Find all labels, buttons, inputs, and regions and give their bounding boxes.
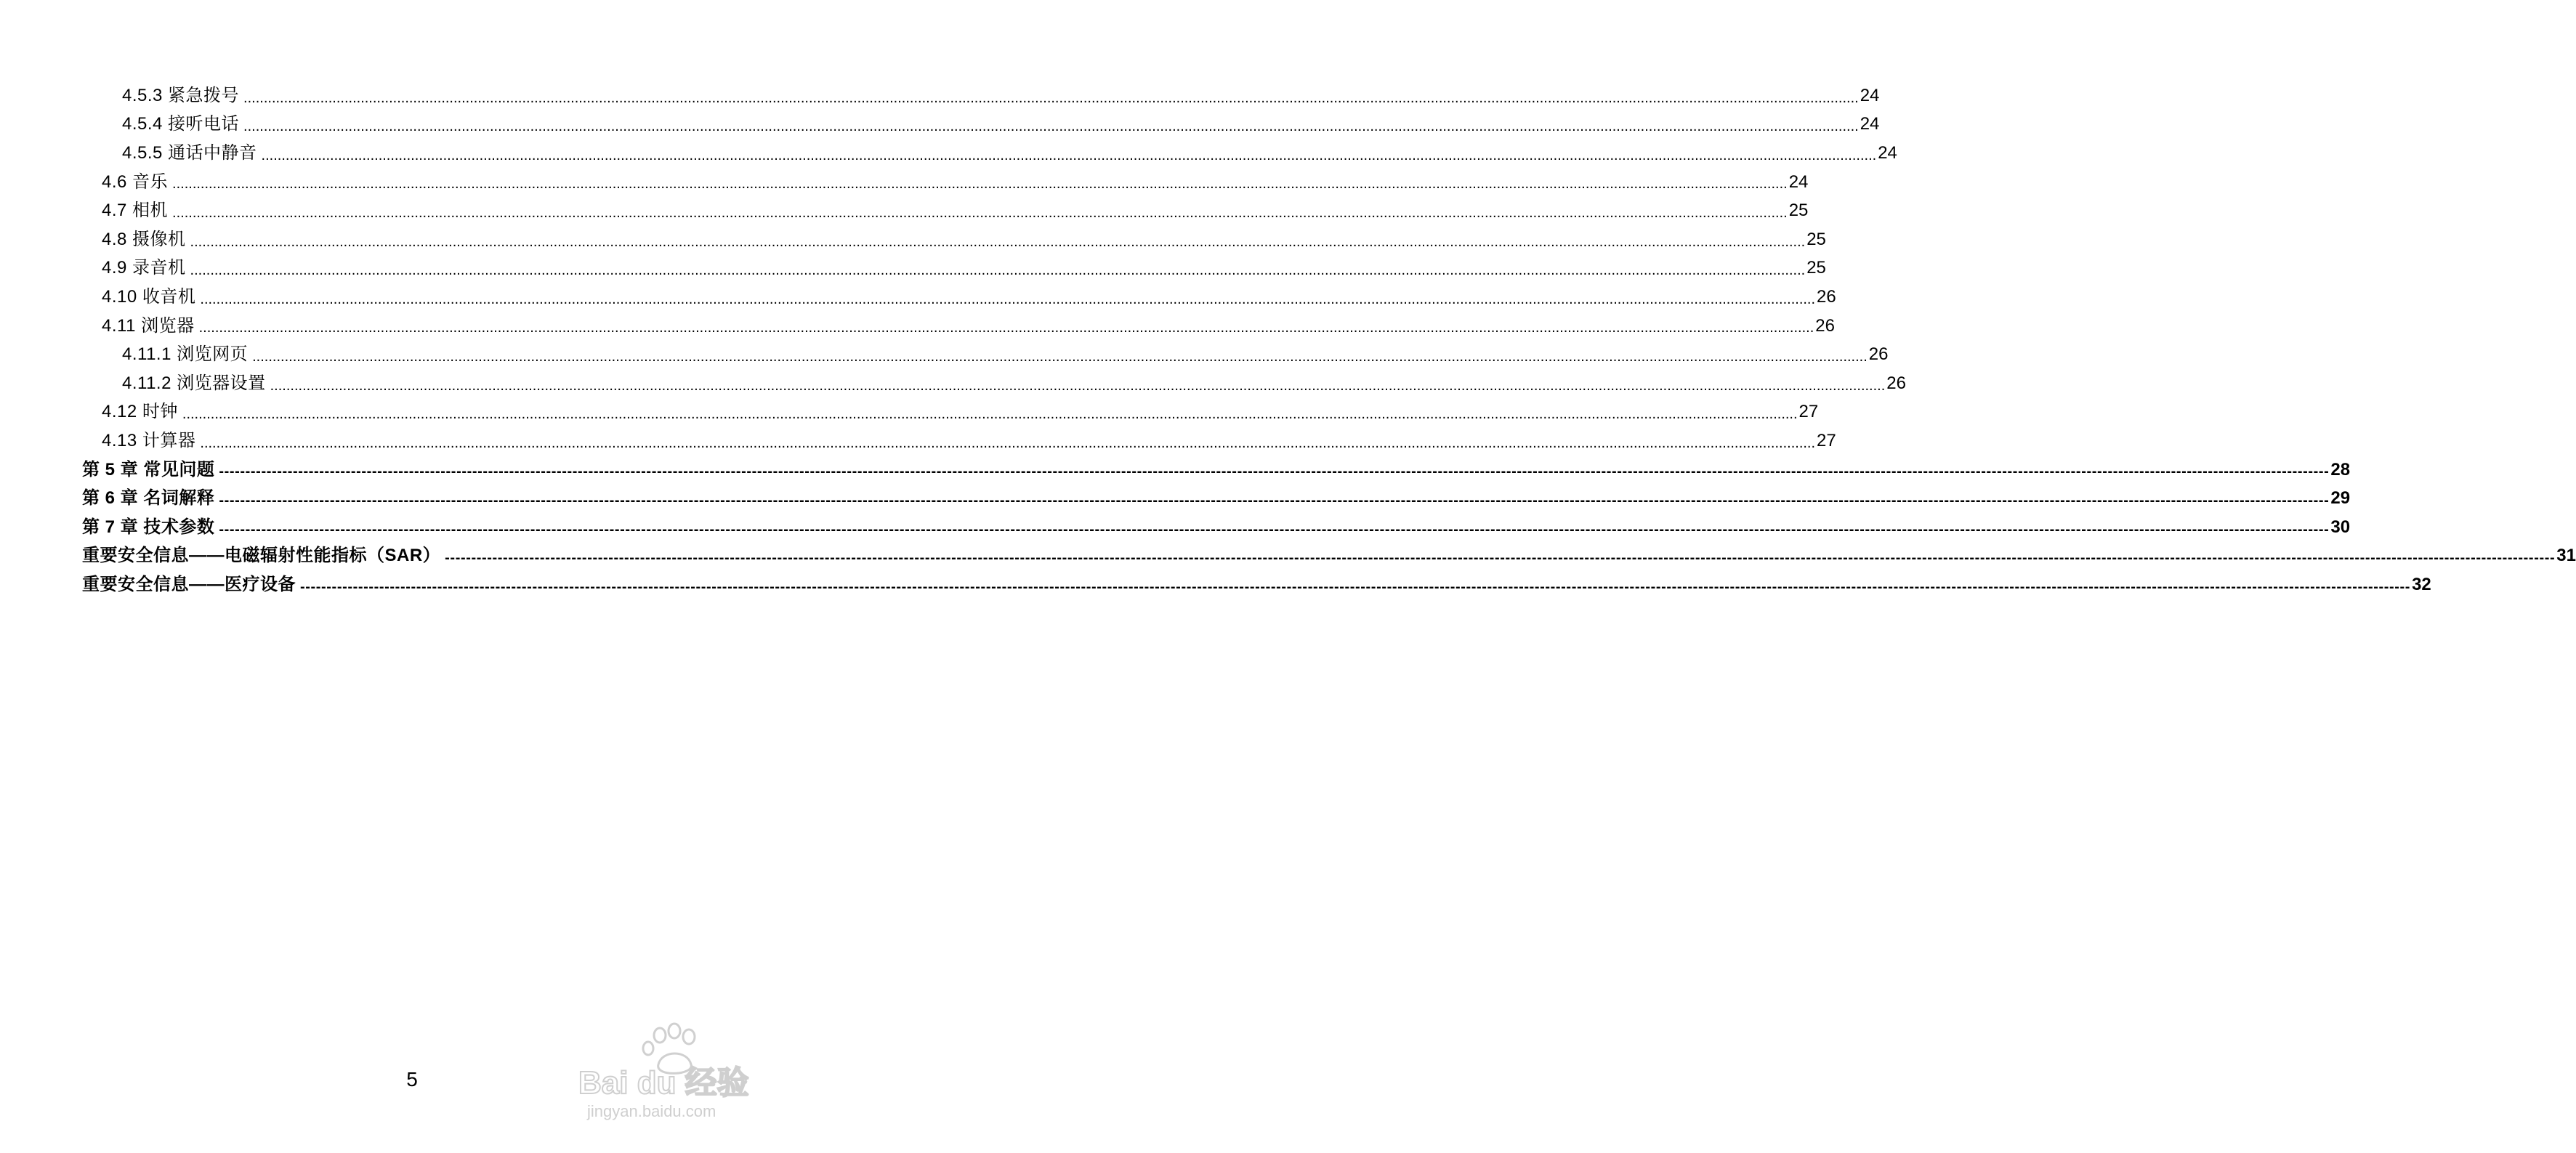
paw-toe-icon [654,1028,666,1043]
toc-entry-page: 24 [1788,171,1809,192]
toc-entry-page: 26 [1886,373,1906,393]
toc-entry-page: 26 [1815,315,1835,336]
toc-leader: ---------------------------------------------------------------------------------------------------------------------------------------------------------------------------------------------------------------------------------------------------------------------------------------------------------------------------------------------------------------------------------------------------------------- [219,464,2330,480]
toc-entry[interactable] [0,570,2431,599]
toc-leader: ................................................................................................................................................................................................................................................................................................................................................................................................................ [252,348,1868,365]
toc-entry[interactable] [0,168,1809,197]
toc-leader: ................................................................................................................................................................................................................................................................................................................................................................................................................ [200,434,1816,451]
toc-entry-page: 28 [2330,459,2351,480]
toc-entry-page: 27 [1817,430,1836,450]
toc-entry-title: 4.5.5 通话中静音 [122,142,257,163]
toc-entry[interactable] [0,340,1889,369]
toc-leader: ---------------------------------------------------------------------------------------------------------------------------------------------------------------------------------------------------------------------------------------------------------------------------------------------------------------------------------------------------------------------------------------------------------------- [445,550,2556,567]
toc-leader: ................................................................................................................................................................................................................................................................................................................................................................................................................ [190,233,1806,250]
toc-leader: ................................................................................................................................................................................................................................................................................................................................................................................................................ [172,176,1788,193]
page-number: 5 [406,1068,418,1091]
watermark-brand: Bai du 经验 [578,1065,749,1101]
toc-entry[interactable] [0,139,1897,168]
toc-leader: ---------------------------------------------------------------------------------------------------------------------------------------------------------------------------------------------------------------------------------------------------------------------------------------------------------------------------------------------------------------------------------------------------------------- [300,578,2411,595]
toc-entry-title: 4.5.4 接听电话 [122,114,240,134]
toc-entry-title: 4.5.3 紧急拨号 [122,85,240,105]
toc-entry-page: 25 [1788,201,1809,221]
toc-entry[interactable] [0,484,2351,513]
toc-leader: ................................................................................................................................................................................................................................................................................................................................................................................................................ [198,320,1814,336]
toc-entry-title: 4.8 摄像机 [102,229,186,249]
toc-entry[interactable] [0,283,1836,312]
toc-leader: ................................................................................................................................................................................................................................................................................................................................................................................................................ [243,89,1859,106]
paw-toe-icon [683,1029,695,1044]
toc-entry-title: 第 5 章 常见问题 [82,459,215,480]
toc-entry-page: 27 [1798,402,1819,422]
toc-entry[interactable] [0,254,1826,283]
toc-entry-page: 24 [1878,142,1897,163]
toc-entry-page: 29 [2330,488,2351,509]
table-of-contents [0,81,2576,599]
paw-toe-icon [669,1024,680,1038]
toc-entry[interactable] [0,225,1826,254]
toc-entry[interactable] [0,369,1906,398]
toc-entry-title: 重要安全信息——医疗设备 [82,574,296,594]
toc-leader: ................................................................................................................................................................................................................................................................................................................................................................................................................ [200,291,1816,307]
toc-leader: ................................................................................................................................................................................................................................................................................................................................................................................................................ [270,377,1886,394]
toc-entry-title: 4.10 收音机 [102,286,196,307]
watermark-url: jingyan.baidu.com [587,1102,716,1120]
toc-entry-page: 24 [1860,85,1880,105]
toc-entry[interactable] [0,456,2351,485]
toc-leader: ................................................................................................................................................................................................................................................................................................................................................................................................................ [172,204,1788,221]
toc-entry-page: 25 [1806,258,1826,278]
toc-entry-title: 第 7 章 技术参数 [82,517,215,537]
toc-entry-title: 4.11.2 浏览器设置 [122,373,266,393]
toc-entry[interactable] [0,196,1809,225]
toc-entry-page: 24 [1860,114,1880,134]
baidu-jingyan-watermark [578,1021,767,1122]
toc-leader: ................................................................................................................................................................................................................................................................................................................................................................................................................ [190,262,1806,279]
toc-entry-title: 第 6 章 名词解释 [82,488,215,509]
toc-leader: ---------------------------------------------------------------------------------------------------------------------------------------------------------------------------------------------------------------------------------------------------------------------------------------------------------------------------------------------------------------------------------------------------------------- [219,492,2330,509]
toc-entry-page: 31 [2556,546,2576,566]
toc-entry-title: 重要安全信息——电磁辐射性能指标（SAR） [82,546,441,566]
toc-entry-title: 4.11 浏览器 [102,315,195,336]
toc-entry-title: 4.9 录音机 [102,258,186,278]
toc-entry[interactable] [0,110,1880,139]
toc-entry[interactable] [0,542,2576,571]
toc-leader: ................................................................................................................................................................................................................................................................................................................................................................................................................ [261,147,1877,163]
toc-entry-page: 30 [2330,517,2351,537]
toc-leader: ---------------------------------------------------------------------------------------------------------------------------------------------------------------------------------------------------------------------------------------------------------------------------------------------------------------------------------------------------------------------------------------------------------------- [219,521,2330,538]
toc-entry[interactable] [0,81,1880,110]
toc-entry[interactable] [0,398,1819,427]
toc-entry-title: 4.12 时钟 [102,402,178,422]
toc-leader: ................................................................................................................................................................................................................................................................................................................................................................................................................ [182,406,1798,423]
toc-entry-page: 26 [1868,344,1889,365]
toc-leader: ................................................................................................................................................................................................................................................................................................................................................................................................................ [243,118,1859,135]
toc-entry-title: 4.13 计算器 [102,430,196,450]
toc-entry-title: 4.11.1 浏览网页 [122,344,249,365]
toc-entry-title: 4.6 音乐 [102,171,169,192]
toc-entry-page: 32 [2412,574,2431,594]
toc-entry[interactable] [0,312,1835,341]
toc-entry[interactable] [0,426,1836,456]
paw-toe-icon [643,1042,653,1055]
toc-entry[interactable] [0,513,2351,542]
toc-entry-page: 25 [1806,229,1826,249]
toc-entry-title: 4.7 相机 [102,201,169,221]
toc-entry-page: 26 [1817,286,1836,307]
